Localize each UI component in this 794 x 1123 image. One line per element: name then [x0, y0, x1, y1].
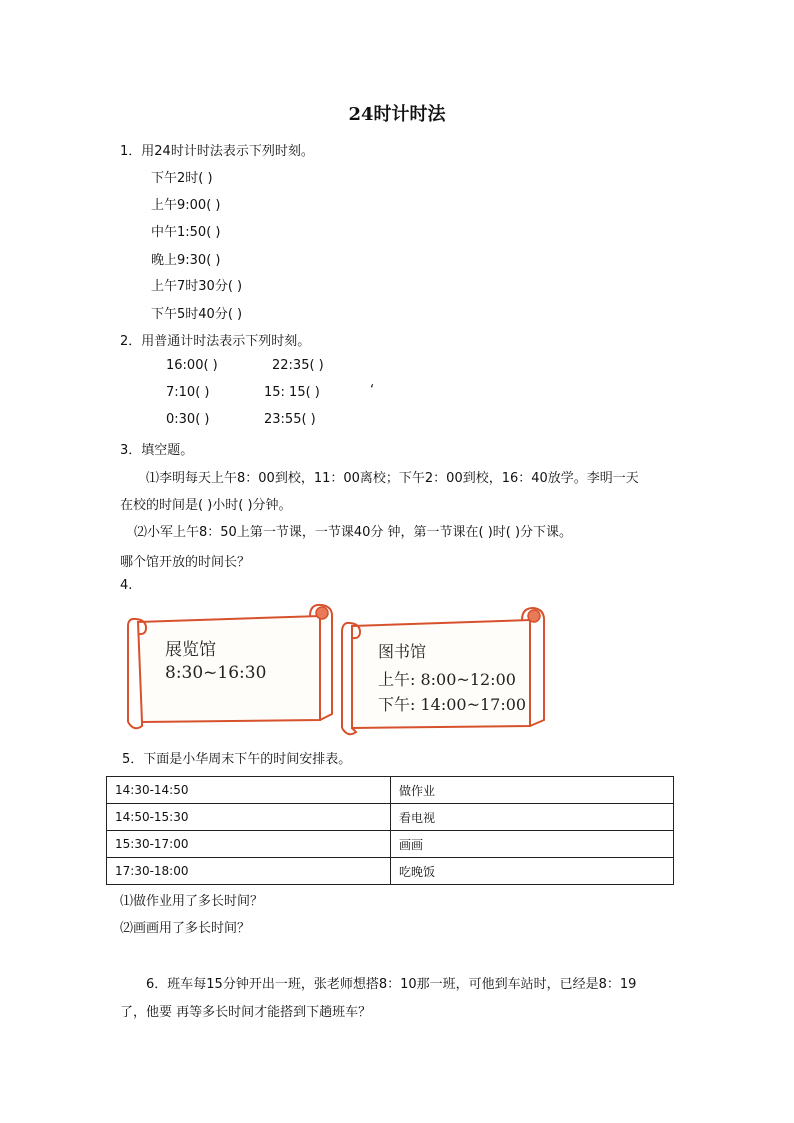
q2-item: 15: 15( ) — [264, 385, 320, 400]
q3-part1-line1: ⑴李明每天上午8：00到校，11：00离校；下午2：00到校，16：40放学。李明一天 — [146, 471, 639, 486]
schedule-activity: 画画 — [391, 831, 674, 858]
q3-part1-line2: 在校的时间是( )小时( )分钟。 — [120, 498, 292, 513]
stray-mark: ‘ — [370, 383, 375, 398]
q6-line2: 了，他要 再等多长时间才能搭到下趟班车？ — [120, 1005, 372, 1020]
schedule-activity: 吃晚饭 — [391, 858, 674, 885]
schedule-activity: 做作业 — [391, 777, 674, 804]
q1-item: 晚上9:30( ) — [151, 253, 221, 268]
q1-item: 上午7时30分( ) — [151, 279, 243, 294]
table-row — [107, 777, 674, 804]
schedule-time: 14:50-15:30 — [107, 804, 391, 831]
q2-item: 16:00( ) — [166, 358, 218, 373]
q1-item: 上午9:00( ) — [151, 198, 221, 213]
library-morning-hours: 上午: 8:00~12:00 — [378, 670, 516, 689]
q1-heading: 1．用24时计时法表示下列时刻。 — [120, 144, 314, 159]
schedule-time: 14:30-14:50 — [107, 777, 391, 804]
schedule-table — [106, 776, 674, 885]
schedule-time: 15:30-17:00 — [107, 831, 391, 858]
q3-part2: ⑵小军上午8：50上第一节课，一节课40分 钟，第一节课在( )时( )分下课。 — [134, 525, 573, 540]
q5-heading: 5．下面是小华周末下午的时间安排表。 — [122, 752, 352, 767]
schedule-activity: 看电视 — [391, 804, 674, 831]
q6-line1: 6．班车每15分钟开出一班，张老师想搭8：10那一班，可他到车站时，已经是8：19 — [146, 977, 637, 992]
q2-item: 23:55( ) — [264, 412, 316, 427]
library-name: 图书馆 — [378, 642, 427, 661]
q3-part3: 哪个馆开放的时间长？ — [120, 555, 251, 570]
q1-item: 中午1:50( ) — [151, 225, 221, 240]
library-afternoon-hours: 下午: 14:00~17:00 — [378, 695, 527, 714]
q2-heading: 2．用普通计时法表示下列时刻。 — [120, 334, 311, 349]
q2-item: 22:35( ) — [272, 358, 324, 373]
q5-sub2: ⑵画画用了多长时间？ — [120, 921, 251, 936]
q5-sub1: ⑴做作业用了多长时间？ — [120, 894, 264, 909]
exhibition-hours: 8:30~16:30 — [165, 663, 267, 683]
q3-heading: 3．填空题。 — [120, 443, 194, 458]
table-row — [107, 831, 674, 858]
q1-item: 下午2时( ) — [151, 171, 213, 186]
schedule-time: 17:30-18:00 — [107, 858, 391, 885]
q2-item: 0:30( ) — [166, 412, 210, 427]
q1-item: 下午5时40分( ) — [151, 307, 243, 322]
q2-item: 7:10( ) — [166, 385, 210, 400]
table-row — [107, 804, 674, 831]
q4-number: 4. — [120, 578, 133, 593]
table-row — [107, 858, 674, 885]
page-title: 24时计时法 — [348, 104, 446, 125]
exhibition-name: 展览馆 — [165, 640, 216, 660]
